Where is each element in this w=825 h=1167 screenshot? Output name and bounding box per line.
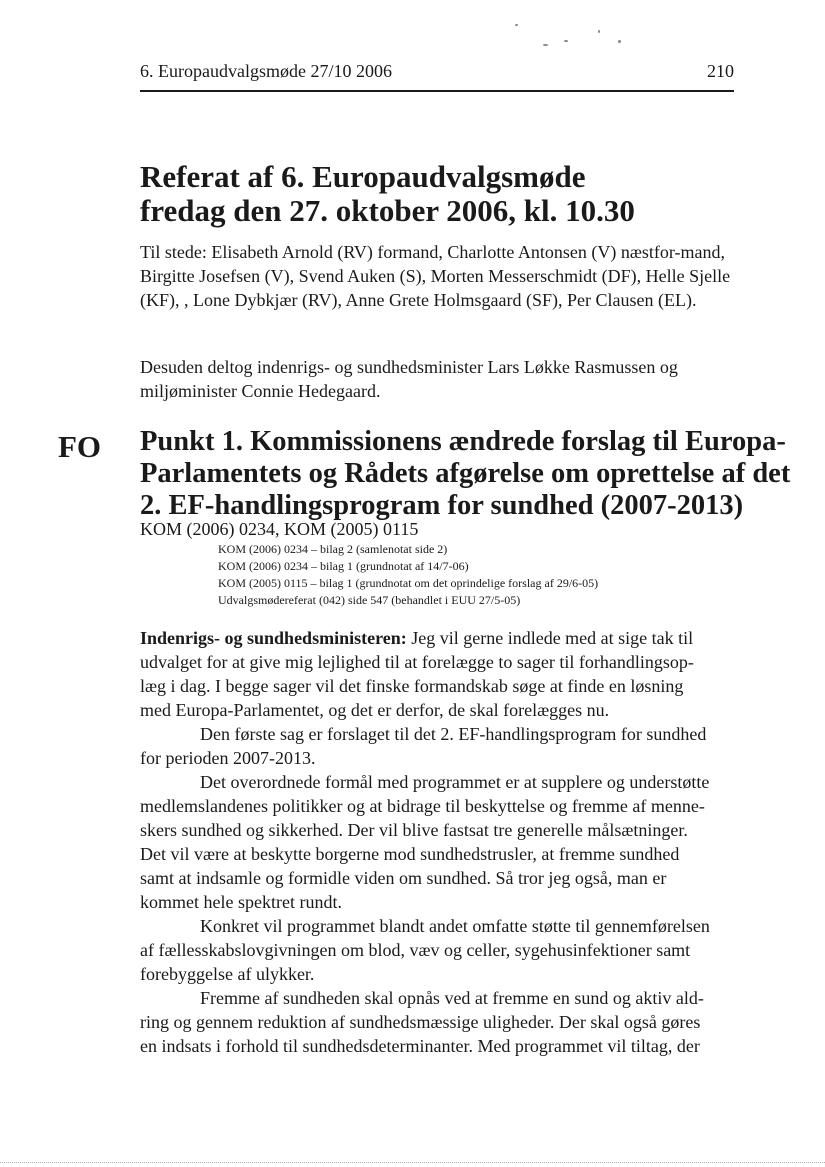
body-line bbox=[140, 626, 734, 650]
title-line-2: fredag den 27. oktober 2006, kl. 10.30 bbox=[140, 193, 635, 228]
agenda-title-line: 2. EF-handlingsprogram for sundhed (2007-2013) bbox=[140, 490, 744, 521]
agenda-title-line: Parlamentets og Rådets afgørelse om oprettelse af det bbox=[140, 458, 791, 489]
reference-main: KOM (2006) 0234, KOM (2005) 0115 bbox=[140, 519, 419, 539]
body-line: Det overordnede formål med programmet er at supplere og understøtte bbox=[200, 772, 710, 792]
header-meeting-label: 6. Europaudvalgsmøde 27/10 2006 bbox=[140, 61, 392, 81]
speaker-label: Indenrigs- og sundhedsministeren: bbox=[140, 628, 407, 648]
attendance-paragraph: Til stede: Elisabeth Arnold (RV) formand, Charlotte Antonsen (V) næstfor-mand, Birgitte Josefsen (V), Svend Auken (S), Morten Messerschmidt (DF), Helle Sjelle (KF), , Lone Dybkjær (RV), Anne Grete Holmsgaard (SF), Per Clausen (EL). bbox=[140, 242, 731, 310]
scan-edge-dots bbox=[0, 1162, 825, 1163]
body-line: Konkret vil programmet blandt andet omfatte støtte til gennemførelsen bbox=[200, 916, 710, 936]
minister-statement bbox=[140, 626, 734, 1058]
body-line: ring og gennem reduktion af sundhedsmæssige uligheder. Der skal også gøres bbox=[140, 1012, 701, 1032]
body-line: kommet hele spektret rundt. bbox=[140, 892, 342, 912]
agenda-title-line: Punkt 1. Kommissionens ændrede forslag til Europa- bbox=[140, 426, 786, 457]
reference-list bbox=[218, 541, 598, 609]
scan-speck bbox=[543, 44, 548, 46]
margin-mark: FO bbox=[58, 429, 102, 464]
body-line: en indsats i forhold til sundhedsdeterminanter. Med programmet vil tiltag, der bbox=[140, 1036, 700, 1056]
scan-speck bbox=[598, 30, 600, 33]
agenda-item-title bbox=[140, 426, 791, 522]
scan-speck bbox=[564, 40, 568, 42]
body-line-text: Jeg vil gerne indlede med at sige tak til bbox=[406, 628, 694, 648]
body-line: forebyggelse af ulykker. bbox=[140, 964, 315, 984]
reference-item: Udvalgsmødereferat (042) side 547 (behandlet i EUU 27/5-05) bbox=[218, 593, 521, 607]
body-line: Det vil være at beskytte borgerne mod sundhedstrusler, at fremme sundhed bbox=[140, 844, 680, 864]
title-line-1: Referat af 6. Europaudvalgsmøde bbox=[140, 159, 586, 194]
body-line: samt at indsamle og formidle viden om sundhed. Så tror jeg også, man er bbox=[140, 868, 667, 888]
also-present-paragraph: Desuden deltog indenrigs- og sundhedsminister Lars Løkke Rasmussen og miljøminister Connie Hedegaard. bbox=[140, 357, 678, 401]
body-line: medlemslandenes politikker og at bidrage til beskyttelse og fremme af menne- bbox=[140, 796, 705, 816]
scan-speck bbox=[515, 24, 518, 26]
body-line: med Europa-Parlamentet, og det er derfor, de skal forelægges nu. bbox=[140, 700, 610, 720]
body-line: Den første sag er forslaget til det 2. EF-handlingsprogram for sundhed bbox=[200, 724, 707, 744]
reference-item: KOM (2006) 0234 – bilag 1 (grundnotat af 14/7-06) bbox=[218, 559, 469, 573]
scan-speck bbox=[618, 40, 621, 43]
reference-item: KOM (2005) 0115 – bilag 1 (grundnotat om det oprindelige forslag af 29/6-05) bbox=[218, 576, 599, 590]
body-line: læg i dag. I begge sager vil det finske formandskab søge at finde en løsning bbox=[140, 676, 684, 696]
body-line: for perioden 2007-2013. bbox=[140, 748, 316, 768]
body-line: af fællesskabslovgivningen om blod, væv og celler, sygehusinfektioner samt bbox=[140, 940, 691, 960]
reference-item: KOM (2006) 0234 – bilag 2 (samlenotat side 2) bbox=[218, 542, 448, 556]
body-line: udvalget for at give mig lejlighed til at forelægge to sager til forhandlingsop- bbox=[140, 652, 694, 672]
body-line: Fremme af sundheden skal opnås ved at fremme en sund og aktiv ald- bbox=[200, 988, 704, 1008]
body-line: skers sundhed og sikkerhed. Der vil blive fastsat tre generelle målsætninger. bbox=[140, 820, 688, 840]
header-rule bbox=[140, 90, 734, 92]
page-title bbox=[140, 160, 734, 228]
header-page-number: 210 bbox=[707, 61, 734, 81]
